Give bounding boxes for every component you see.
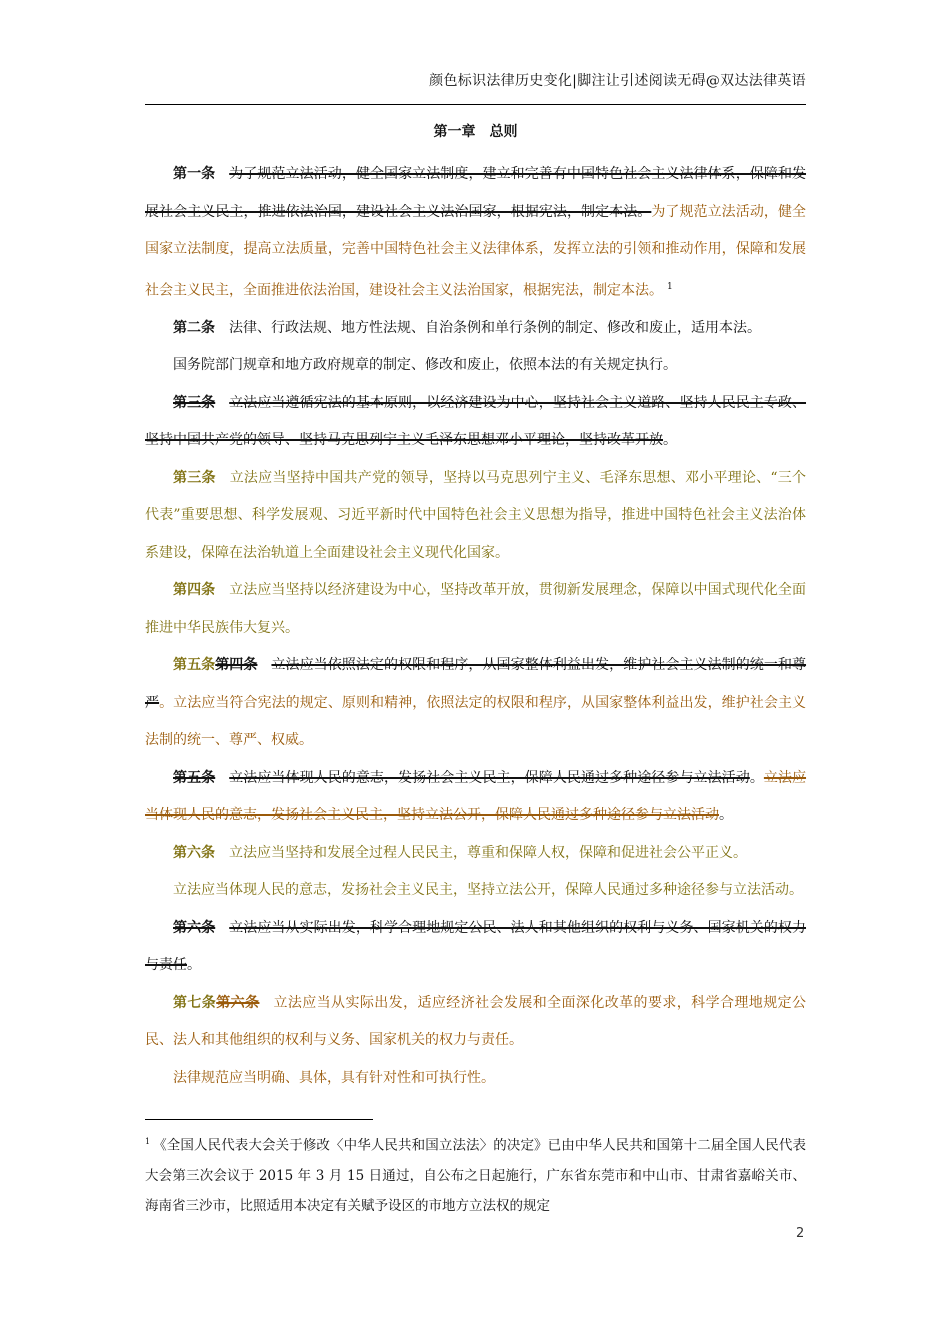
article-6-amended bbox=[145, 835, 806, 873]
deleted-text: 立法应当遵循宪法的基本原则，以经济建设为中心，坚持社会主义道路、坚持人民民主专政、坚持中国共产党的领导、坚持马克思列宁主义毛泽东思想邓小平理论，坚持改革开放 bbox=[145, 394, 807, 449]
deleted-text: 立法应当体现人民的意志，发扬社会主义民主，保障人民通过多种途径参与立法活动 bbox=[229, 769, 750, 786]
article-number-old: 第四条 bbox=[215, 657, 258, 674]
deleted-text: 为了规范立法活动，健全国家立法制度，建立和完善有中国特色社会主义法律体系，保障和发展社会主义民主，推进依法治国，建设社会主义法治国家，根据宪法，制定本法。 bbox=[145, 166, 807, 220]
article-number-new: 第七条 bbox=[173, 994, 217, 1011]
amended-text-2023: 。立法应当符合宪法的规定、原则和精神，依照法定的权限和程序，从国家整体利益出发，维护社会主义法制的统一、尊严、权威。 bbox=[145, 694, 807, 749]
article-5-original bbox=[145, 760, 806, 835]
article-number: 第五条 bbox=[173, 769, 216, 786]
punctuation: 。 bbox=[719, 807, 733, 824]
article-7-amended bbox=[145, 985, 806, 1060]
footnote bbox=[145, 1127, 806, 1221]
article-number-old: 第六条 bbox=[216, 994, 260, 1011]
document-body bbox=[145, 118, 806, 1097]
amended-text-2015: 法律规范应当明确、具体，具有针对性和可执行性。 bbox=[173, 1069, 495, 1086]
punctuation: 。 bbox=[187, 957, 201, 974]
article-text: 法律、行政法规、地方性法规、自治条例和单行条例的制定、修改和废止，适用本法。 bbox=[229, 319, 761, 336]
deleted-text: 立法应当从实际出发，科学合理地规定公民、法人和其他组织的权利与义务、国家机关的权力与责任 bbox=[145, 919, 807, 974]
amended-text-2015: 立法应当从实际出发，适应经济社会发展和全面深化改革的要求，科学合理地规定公民、法人和其他组织的权利与义务、国家机关的权力与责任。 bbox=[145, 994, 807, 1049]
amended-text-2015: 为了规范立法活动，健全国家立法制度，提高立法质量，完善中国特色社会主义法律体系，发挥立法的引领和推动作用，保障和发展社会主义民主，全面推进依法治国，建设社会主义法治国家，根据宪法，制定本法。 bbox=[145, 203, 807, 299]
article-3-amended bbox=[145, 460, 806, 573]
article-3-original bbox=[145, 385, 806, 460]
article-2-paragraph-2 bbox=[145, 347, 806, 385]
article-number: 第一条 bbox=[173, 166, 216, 182]
article-5-amended bbox=[145, 647, 806, 760]
footnote-divider bbox=[145, 1119, 373, 1120]
article-number: 第三条 bbox=[173, 469, 216, 486]
punctuation: 。 bbox=[749, 769, 764, 786]
article-number: 第六条 bbox=[173, 919, 216, 936]
article-7-paragraph-2 bbox=[145, 1060, 806, 1098]
punctuation: 。 bbox=[663, 432, 677, 449]
footnote-reference[interactable]: 1 bbox=[667, 281, 673, 292]
header-divider bbox=[145, 104, 806, 105]
article-number: 第二条 bbox=[173, 319, 215, 336]
article-6-original bbox=[145, 910, 806, 985]
article-2 bbox=[145, 310, 806, 348]
chapter-title: 第一章 总则 bbox=[433, 124, 518, 140]
article-1 bbox=[145, 156, 806, 310]
amended-text-2023: 立法应当坚持和发展全过程人民民主，尊重和保障人权，保障和促进社会公平正义。 bbox=[229, 844, 747, 861]
article-number: 第六条 bbox=[173, 844, 215, 861]
amended-text-2023: 立法应当体现人民的意志，发扬社会主义民主，坚持立法公开，保障人民通过多种途径参与立法活动。 bbox=[173, 882, 803, 899]
article-number-new: 第五条 bbox=[173, 657, 216, 674]
footnote-mark: 1 bbox=[145, 1137, 151, 1146]
amended-text-2023: 立法应当坚持以经济建设为中心，坚持改革开放，贯彻新发展理念，保障以中国式现代化全面推进中华民族伟大复兴。 bbox=[145, 582, 807, 636]
page-number: 2 bbox=[796, 1226, 805, 1241]
article-number: 第四条 bbox=[173, 582, 216, 599]
deleted-text-2015: 立法应当体现人民的意志，发扬社会主义民主，坚持立法公开，保障人民通过多种途径参与立法活动 bbox=[145, 769, 807, 824]
article-number: 第三条 bbox=[173, 394, 216, 411]
article-6-paragraph-2 bbox=[145, 872, 806, 910]
footnote-text: 《全国人民代表大会关于修改〈中华人民共和国立法法〉的决定》已由中华人民共和国第十二届全国人民代表大会第三次会议于 2015 年 3 月 15 日通过，自公布之日起施行，广东省东莞市和中山市、甘肃省嘉峪关市、海南省三沙市，比照适用本决定有关赋予设区的市地方立法权的规定 bbox=[145, 1137, 806, 1214]
article-text: 国务院部门规章和地方政府规章的制定、修改和废止，依照本法的有关规定执行。 bbox=[173, 357, 677, 374]
article-4-amended bbox=[145, 572, 806, 647]
page-header: 颜色标识法律历史变化|脚注让引述阅读无碍@双达法律英语 bbox=[429, 73, 806, 89]
deleted-text: 立法应当依照法定的权限和程序，从国家整体利益出发，维护社会主义法制的统一和尊严 bbox=[145, 657, 807, 711]
amended-text-2023: 立法应当坚持中国共产党的领导，坚持以马克思列宁主义、毛泽东思想、邓小平理论、“三个代表”重要思想、科学发展观、习近平新时代中国特色社会主义思想为指导，推进中国特色社会主义法治体系建设，保障在法治轨道上全面建设社会主义现代化国家。 bbox=[145, 469, 806, 561]
